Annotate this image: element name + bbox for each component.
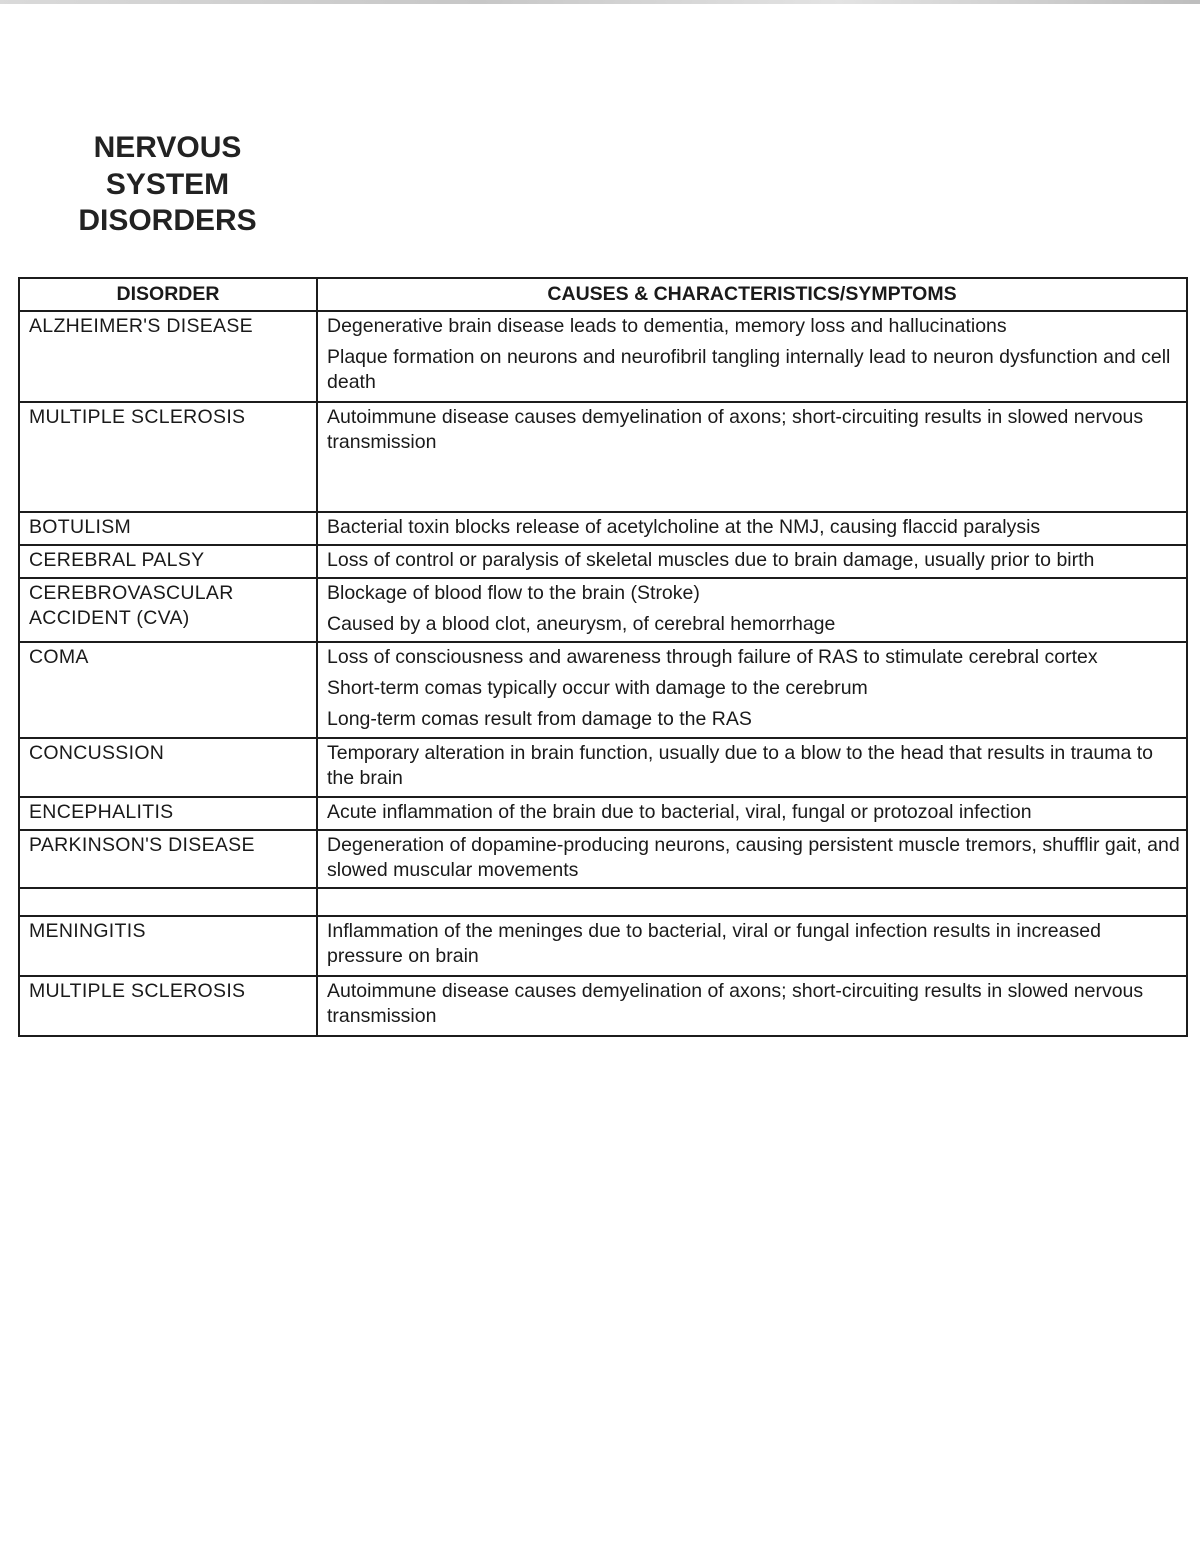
- disorder-name: CEREBROVASCULAR ACCIDENT (CVA): [19, 578, 317, 642]
- disorder-description: [317, 797, 1187, 830]
- disorder-description: [317, 578, 1187, 642]
- description-line: Bacterial toxin blocks release of acetylcholine at the NMJ, causing flaccid paralysis: [327, 516, 1041, 538]
- description-line: Acute inflammation of the brain due to bacterial, viral, fungal or protozoal infection: [327, 801, 1032, 823]
- disorder-name: CONCUSSION: [19, 738, 317, 797]
- disorder-description: [317, 916, 1187, 976]
- disorder-description: [317, 642, 1187, 738]
- disorder-description: [317, 402, 1187, 512]
- disorder-description: [317, 512, 1187, 545]
- disorder-name: MULTIPLE SCLEROSIS: [19, 976, 317, 1036]
- disorder-description: [317, 738, 1187, 797]
- description-line: Degeneration of dopamine-producing neurons, causing persistent muscle tremors, shufflir gait, and slowed muscular movements: [327, 834, 1180, 881]
- header-disorder: DISORDER: [19, 278, 317, 311]
- scan-edge: [0, 0, 1200, 4]
- table-row: [19, 642, 1187, 738]
- description-line: Inflammation of the meninges due to bacterial, viral or fungal infection results in increased pressure on brain: [327, 920, 1101, 967]
- disorder-name: [19, 888, 317, 916]
- disorder-description: [317, 830, 1187, 888]
- table-row: [19, 545, 1187, 578]
- table-row: [19, 578, 1187, 642]
- disorder-name: MULTIPLE SCLEROSIS: [19, 402, 317, 512]
- title-line: DISORDERS: [78, 204, 257, 237]
- disorder-name: CEREBRAL PALSY: [19, 545, 317, 578]
- description-line: Degenerative brain disease leads to dementia, memory loss and hallucinations: [327, 315, 1007, 337]
- table-row: [19, 738, 1187, 797]
- disorder-name: ALZHEIMER'S DISEASE: [19, 311, 317, 402]
- disorders-table: [18, 277, 1188, 1037]
- description-line: Temporary alteration in brain function, usually due to a blow to the head that results in trauma to the brain: [327, 742, 1153, 789]
- disorder-name: PARKINSON'S DISEASE: [19, 830, 317, 888]
- description-line: Autoimmune disease causes demyelination of axons; short-circuiting results in slowed nervous transmission: [327, 406, 1144, 453]
- description-line: Long-term comas result from damage to the RAS: [327, 708, 752, 730]
- table-row: [19, 916, 1187, 976]
- disorder-name: MENINGITIS: [19, 916, 317, 976]
- title-line: NERVOUS: [93, 131, 242, 164]
- disorder-description: [317, 545, 1187, 578]
- table-row: [19, 976, 1187, 1036]
- table-row: [19, 402, 1187, 512]
- page-title: [60, 130, 275, 240]
- table-row: [19, 888, 1187, 916]
- title-line: SYSTEM: [105, 167, 230, 201]
- description-line: Plaque formation on neurons and neurofibril tangling internally lead to neuron dysfunction and cell death: [327, 346, 1171, 393]
- table-row: [19, 797, 1187, 830]
- disorder-name: COMA: [19, 642, 317, 738]
- disorder-name: BOTULISM: [19, 512, 317, 545]
- description-line: Autoimmune disease causes demyelination of axons; short-circuiting results in slowed nervous transmission: [327, 980, 1144, 1027]
- description-line: Loss of control or paralysis of skeletal muscles due to brain damage, usually prior to birth: [327, 549, 1095, 571]
- table-row: [19, 311, 1187, 402]
- description-line: Blockage of blood flow to the brain (Stroke): [327, 582, 700, 604]
- disorder-description: [317, 976, 1187, 1036]
- disorder-name: ENCEPHALITIS: [19, 797, 317, 830]
- description-line: Short-term comas typically occur with damage to the cerebrum: [327, 677, 868, 699]
- disorder-description: [317, 311, 1187, 402]
- table-row: [19, 830, 1187, 888]
- header-causes: CAUSES & CHARACTERISTICS/SYMPTOMS: [317, 278, 1187, 311]
- disorder-description: [317, 888, 1187, 916]
- header-row: [19, 278, 1187, 311]
- description-line: Caused by a blood clot, aneurysm, of cerebral hemorrhage: [327, 613, 836, 635]
- description-line: Loss of consciousness and awareness through failure of RAS to stimulate cerebral cortex: [327, 646, 1098, 668]
- table-row: [19, 512, 1187, 545]
